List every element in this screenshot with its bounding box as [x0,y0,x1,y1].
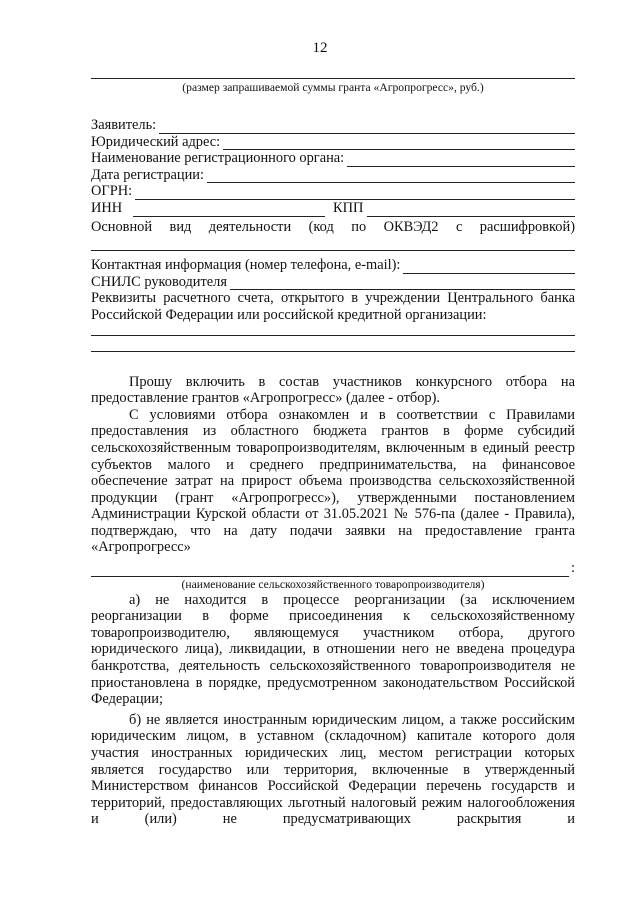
ogrn-field[interactable] [135,187,575,200]
contact-field[interactable] [403,261,575,274]
item-b-paragraph: б) не является иностранным юридическим лицом, а также российским юридическим лицом, в уставном (складочном) капитале которого доля участия иностранных юридических лиц, местом регистрации которых является государство или территория, включенные в утвержденный Министерством финансов Российской Федерации перечень государств и территорий, предоставляющих льготный налоговый режим налогообложения и (или) не предусматривающих раскрытия и [91,711,575,828]
applicant-label: Заявитель: [91,117,157,133]
grant-amount-caption: (размер запрашиваемой суммы гранта «Агропрогресс», руб.) [182,81,484,94]
legal-address-label: Юридический адрес: [91,133,221,150]
bank-details-label: Реквизиты расчетного счета, открытого в учреждении Центрального банка Российской Федерации или российской кредитной организации: [91,290,575,323]
request-paragraph: Прошу включить в состав участников конкурсного отбора на предоставление грантов «Агропрогресс» (далее - отбор). [91,373,575,407]
contact-row [91,257,575,274]
conditions-paragraph: С условиями отбора ознакомлен и в соответствии с Правилами предоставления из областного бюджета грантов в форме субсидий сельскохозяйственным товаропроизводителям, включенным в единый реестр субъектов малого и среднего предпринимательства, на финансовое обеспечение затрат на прирост объема производства сельскохозяйственной продукции (грант «Агропрогресс»), утвержденными постановлением Администрации Курской области от 31.05.2021 № 576-па (далее - Правила), подтверждаю, что на дату подачи заявки на предоставление гранта «Агропрогресс» [91,406,575,556]
reg-authority-row [91,150,575,167]
legal-address-field[interactable] [223,137,575,150]
bank-details-line-1[interactable] [91,334,575,336]
applicant-field[interactable] [159,121,575,134]
ogrn-row [91,183,575,200]
activity-label: Основной вид деятельности (код по ОКВЭД2 с расшифровкой) [91,218,575,235]
snils-row [91,274,575,291]
page-number: 12 [312,40,328,56]
reg-date-row [91,167,575,184]
kpp-field[interactable] [367,204,575,217]
legal-address-row [91,134,575,151]
ogrn-label: ОГРН: [91,183,133,200]
reg-date-field[interactable] [207,170,575,183]
contact-label: Контактная информация (номер телефона, e-mail): [91,257,401,274]
activity-field[interactable] [91,249,575,251]
applicant-row [91,117,575,134]
producer-row [91,560,575,577]
kpp-label: КПП [333,199,364,216]
reg-date-label: Дата регистрации: [91,166,205,183]
snils-label: СНИЛС руководителя [91,273,227,290]
producer-colon: : [571,560,575,577]
snils-field[interactable] [230,277,575,290]
application-form [91,68,575,828]
reg-authority-label: Наименование регистрационного органа: [91,150,345,167]
producer-name-field[interactable] [91,564,569,577]
reg-authority-field[interactable] [347,154,575,167]
item-a-paragraph: а) не находится в процессе реорганизации (за исключением реорганизации в форме присоединения к сельскохозяйственному товаропроизводителю, являющемуся участником отбора, другого юридического лица), ликвидации, в отношении него не введена процедура банкротства, деятельность сельскохозяйственного товаропроизводителя не приостановлена в порядке, предусмотренном законодательством Российской Федерации; [91,591,575,708]
producer-caption: (наименование сельскохозяйственного товаропроизводителя) [181,577,485,591]
inn-field[interactable] [133,204,325,217]
inn-label: ИНН [91,199,123,216]
grant-amount-line [91,77,575,79]
inn-kpp-row [91,200,575,217]
